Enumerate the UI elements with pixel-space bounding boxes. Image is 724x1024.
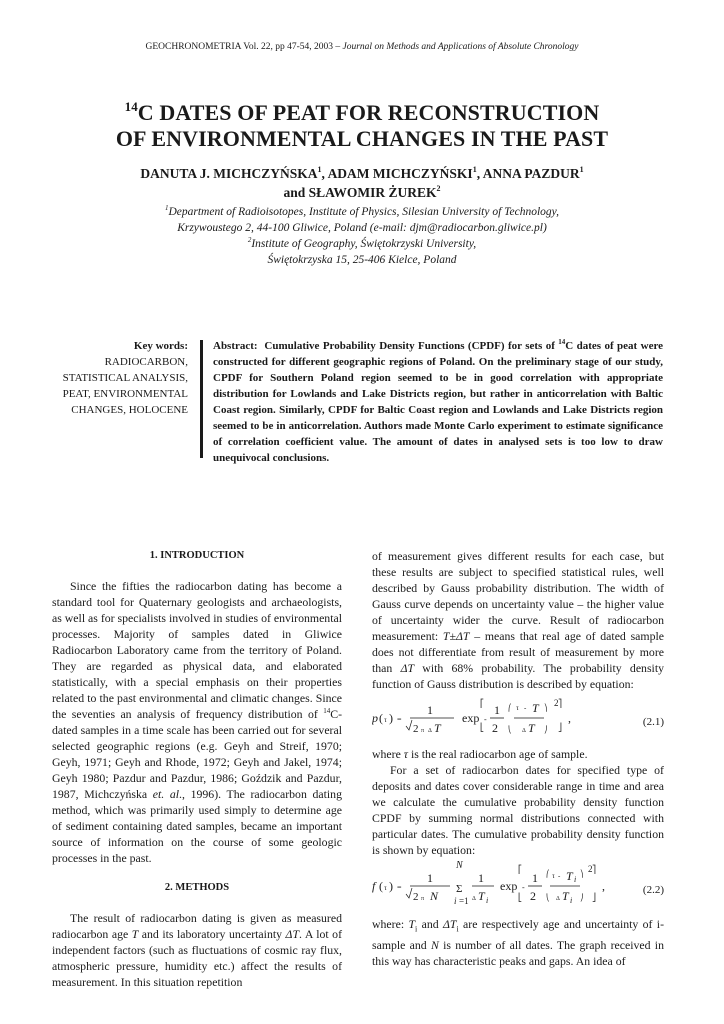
svg-text:⎦: ⎦ bbox=[592, 893, 596, 902]
affil-2-marker: 2 bbox=[247, 236, 252, 244]
equation-2-1 bbox=[372, 692, 664, 746]
methods-dT: ΔT bbox=[285, 927, 300, 941]
svg-text:⎠: ⎠ bbox=[544, 726, 548, 734]
abstract-text: C dates of peat were constructed for different geographic regions of Poland. On the preliminary stage of our study, CPDF for Southern Poland region seemed to be in good correlation with appropriate distribution for Lowlands and Lake Districts region, but rather in anticorrelation with Baltic Coast region. Similarly, CPDF for Baltic Coast region and Lowlands and Lake Districts region seemed to be in anticorrelation. Authors made Monte Carlo experiment to estimate significance of correlation coefficient value. The amount of dates in analysed sets is too low to draw unequivocal conclusions. bbox=[213, 340, 664, 464]
affiliations bbox=[60, 204, 664, 268]
svg-text:N: N bbox=[456, 860, 463, 871]
affiliation-1-line-2: Krzywoustego 2, 44-100 Gliwice, Poland (e-mail: djm@radiocarbon.gliwice.pl) bbox=[177, 222, 547, 234]
paper-title bbox=[60, 100, 664, 152]
svg-text:T: T bbox=[528, 721, 535, 735]
author-4-affil: 2 bbox=[436, 184, 441, 193]
tau-text-1: where bbox=[372, 747, 404, 761]
equation-2-1-graphic bbox=[372, 692, 612, 746]
journal-subtitle: Journal on Methods and Applications of Absolute Chronology bbox=[342, 42, 579, 52]
where-text-3: is number of all dates. The graph received in this way has characteristic peaks and gaps. An idea of bbox=[372, 938, 664, 969]
gauss-text-1: of measurement gives different results for each case, but these results are subject to specified statistical rules, well described by Gauss probability distribution. The width of Gauss curve depends on uncertainty value – the higher value of uncertainty wider the curve. Result of radiocarbon measurement: bbox=[372, 549, 664, 643]
gauss-measurement: T±ΔT bbox=[442, 629, 470, 643]
author-1-affil: 1 bbox=[317, 165, 322, 174]
methods-text-2: and its laboratory uncertainty bbox=[138, 927, 286, 941]
svg-text:2: 2 bbox=[492, 721, 498, 735]
svg-text:T: T bbox=[562, 889, 569, 903]
abstract-text-pre: Cumulative Probability Density Functions (CPDF) for sets of bbox=[264, 340, 559, 352]
svg-text:(: ( bbox=[379, 711, 383, 725]
where-text-1: where: bbox=[372, 917, 409, 931]
svg-text:1: 1 bbox=[427, 703, 433, 717]
svg-text:⎣: ⎣ bbox=[518, 893, 522, 902]
methods-text-3: . A lot of independent factors (such as fluctuations of cosmic ray flux, atmospheric pressure, humidity etc.) affect the results of measurement. In this situation repetition bbox=[52, 927, 342, 989]
intro-etal: et. al bbox=[152, 787, 180, 801]
equation-2-2-number: (2.2) bbox=[642, 884, 664, 896]
right-column bbox=[372, 548, 664, 969]
svg-text:⎠: ⎠ bbox=[580, 894, 584, 902]
svg-text:(: ( bbox=[379, 879, 383, 893]
svg-text:τ: τ bbox=[384, 716, 387, 724]
svg-text:=: = bbox=[397, 715, 402, 724]
affil-1-marker: 1 bbox=[164, 204, 169, 212]
gauss-text-3: with 68% probability. The probability density function of Gauss distribution is described by equation: bbox=[372, 661, 665, 691]
svg-text:f: f bbox=[372, 879, 376, 893]
svg-text:1: 1 bbox=[532, 871, 538, 885]
svg-text:): ) bbox=[389, 879, 393, 893]
cpdf-paragraph: For a set of radiocarbon dates for specified type of deposits and dates cover considerable range in time and area we calculate the cumulative probability density function CPDF by summing normal distributions connected with particular dates. The cumulative probability density function is shown by equation: bbox=[372, 763, 664, 857]
methods-T: T bbox=[131, 927, 139, 941]
svg-text:=1: =1 bbox=[459, 896, 469, 906]
svg-text:p: p bbox=[372, 711, 378, 725]
intro-superscript: 14 bbox=[323, 707, 331, 715]
svg-text:τ: τ bbox=[516, 704, 519, 712]
svg-text:⎞: ⎞ bbox=[544, 704, 548, 712]
svg-text:2: 2 bbox=[413, 891, 419, 903]
svg-text:Δ: Δ bbox=[472, 896, 476, 902]
where-dTi-sub: i bbox=[456, 924, 459, 934]
gauss-paragraph bbox=[372, 548, 664, 692]
svg-text:1: 1 bbox=[478, 871, 484, 885]
svg-text:i: i bbox=[574, 875, 577, 884]
svg-text:⎤: ⎤ bbox=[558, 699, 562, 708]
where-paragraph bbox=[372, 916, 664, 969]
where-dTi: ΔT bbox=[442, 917, 457, 931]
svg-text:2: 2 bbox=[530, 889, 536, 903]
svg-text:2: 2 bbox=[413, 723, 419, 735]
svg-text:⎝: ⎝ bbox=[508, 726, 512, 734]
svg-text:-: - bbox=[522, 883, 525, 892]
svg-text:⎣: ⎣ bbox=[480, 723, 484, 732]
keyword-line-3: PEAT, ENVIRONMENTAL bbox=[62, 388, 188, 400]
svg-text:⎛: ⎛ bbox=[508, 704, 512, 712]
author-3-affil: 1 bbox=[579, 165, 584, 174]
title-line-1: C DATES OF PEAT FOR RECONSTRUCTION bbox=[137, 100, 600, 125]
svg-text:⎡: ⎡ bbox=[480, 699, 484, 708]
svg-text:T: T bbox=[566, 869, 573, 883]
svg-text:): ) bbox=[389, 711, 393, 725]
tau-text-2: is the real radiocarbon age of sample. bbox=[408, 747, 588, 761]
svg-text:-: - bbox=[558, 872, 561, 880]
equation-2-2 bbox=[372, 858, 664, 916]
svg-text:⎝: ⎝ bbox=[546, 894, 550, 902]
svg-text:π: π bbox=[421, 728, 425, 734]
methods-paragraph bbox=[52, 910, 342, 990]
svg-text:Δ: Δ bbox=[522, 728, 526, 734]
author-1: DANUTA J. MICHCZYŃSKA bbox=[140, 166, 318, 181]
svg-text:1: 1 bbox=[494, 703, 500, 717]
svg-text:π: π bbox=[421, 896, 425, 902]
where-Ti-sub: i bbox=[415, 924, 418, 934]
svg-text:⎡: ⎡ bbox=[518, 865, 522, 874]
svg-text:exp: exp bbox=[500, 879, 518, 893]
methods-text-1: The result of radiocarbon dating is given as measured radiocarbon age bbox=[52, 911, 342, 941]
author-list: DANUTA J. MICHCZYŃSKA$^1$, ADAM MICHCZYŃSKI$^1$, ANNA PAZDUR$^1$ and SŁAWOMIR ŻUREK$^2$ bbox=[140, 165, 584, 200]
svg-text:-: - bbox=[524, 704, 527, 712]
svg-text:i: i bbox=[570, 896, 573, 905]
where-text-2: are respectively age and uncertainty of i-sample and bbox=[372, 917, 665, 953]
journal-volume: GEOCHRONOMETRIA Vol. 22, pp 47-54, 2003 – bbox=[145, 42, 343, 52]
abstract-label: Abstract: bbox=[213, 340, 258, 352]
equation-2-2-graphic bbox=[372, 858, 612, 916]
svg-text:Δ: Δ bbox=[428, 728, 432, 734]
where-and: and bbox=[417, 917, 443, 931]
svg-text:2: 2 bbox=[588, 864, 593, 874]
keywords-label: Key words bbox=[133, 340, 185, 352]
svg-text:Σ: Σ bbox=[456, 883, 463, 895]
section-heading-introduction: 1. INTRODUCTION bbox=[149, 550, 245, 561]
affiliation-1-line-1: Department of Radioisotopes, Institute of Physics, Silesian University of Technology, bbox=[168, 206, 560, 218]
svg-text:T: T bbox=[532, 701, 539, 715]
title-line-2: OF ENVIRONMENTAL CHANGES IN THE PAST bbox=[115, 126, 609, 151]
svg-text:⎛: ⎛ bbox=[546, 870, 550, 878]
abstract-superscript: 14 bbox=[558, 338, 566, 346]
equation-2-1-number: (2.1) bbox=[642, 716, 664, 728]
abstract bbox=[213, 338, 663, 466]
keywords: Key words: RADIOCARBON, STATISTICAL ANALYSIS, PEAT, ENVIRONMENTAL CHANGES, HOLOCENE bbox=[40, 338, 188, 418]
gauss-text-2: – means that real age of dated sample does not differentiate from result of measurement by more than bbox=[372, 629, 664, 675]
svg-text:τ: τ bbox=[384, 884, 387, 892]
where-Ti: T bbox=[408, 917, 416, 931]
intro-paragraph bbox=[52, 578, 342, 866]
svg-text:-: - bbox=[484, 715, 487, 724]
intro-text-2: C-dated samples in a time scale has been carried out for several selected geographic regions (e.g. Geyh and Streif, 1970; Geyh, 1971; Geyh and Rhode, 1972; Geyh and Jakel, 1974; Geyh 1980; Pazdur and Pazdur, 1986; Goździk and Pazdur, 1987, Michczyńska bbox=[52, 707, 342, 801]
svg-text:,: , bbox=[602, 879, 605, 893]
title-superscript: 14 bbox=[124, 99, 138, 114]
svg-text:τ: τ bbox=[552, 872, 555, 880]
left-column bbox=[52, 548, 342, 990]
gauss-dT: ΔT bbox=[400, 661, 415, 675]
svg-text:,: , bbox=[568, 711, 571, 725]
keyword-line-4: CHANGES, HOLOCENE bbox=[71, 404, 188, 416]
intro-text-3: ., 1996). The radiocarbon dating method, which was primarily used simply to determine age of sediment containing dated samples, became an important source of information on the course of some geologic processes in the past. bbox=[52, 787, 342, 865]
svg-text:1: 1 bbox=[427, 871, 433, 885]
tau-symbol: τ bbox=[403, 747, 409, 761]
abstract-rule bbox=[200, 340, 203, 458]
affiliation-2-line-2: Świętokrzyska 15, 25-406 Kielce, Poland bbox=[267, 254, 457, 266]
running-head bbox=[0, 42, 724, 52]
svg-text:=: = bbox=[397, 883, 402, 892]
svg-text:i: i bbox=[486, 896, 489, 905]
svg-text:N: N bbox=[430, 889, 439, 903]
svg-text:2: 2 bbox=[554, 698, 559, 708]
author-2: ADAM MICHCZYŃSKI bbox=[327, 166, 473, 181]
section-heading-methods: 2. METHODS bbox=[164, 882, 230, 893]
svg-text:⎦: ⎦ bbox=[558, 723, 562, 732]
intro-text-1: Since the fifties the radiocarbon dating has become a standard tool for Quaternary geologists and archaeologists, as well as for specialists involved in studies of environmental processes. Majority of samples dated in Gliwice Radiocarbon Laboratory came from the territory of Poland. They are regarded as physical data, and elaborated statistically, with a special emphasis on their properties related to the past environmental and climatic changes. Since the seventies an analysis of frequency distribution of bbox=[52, 579, 342, 721]
svg-text:⎞: ⎞ bbox=[580, 870, 584, 878]
author-2-affil: 1 bbox=[472, 165, 477, 174]
author-3: ANNA PAZDUR bbox=[482, 166, 580, 181]
where-N: N bbox=[430, 938, 439, 953]
keyword-line-2: STATISTICAL ANALYSIS, bbox=[62, 372, 188, 384]
keyword-line-1: RADIOCARBON, bbox=[104, 356, 188, 368]
svg-text:⎤: ⎤ bbox=[592, 865, 596, 874]
svg-text:T: T bbox=[434, 721, 441, 735]
tau-paragraph bbox=[372, 746, 664, 762]
svg-text:i: i bbox=[454, 896, 457, 906]
author-4: and SŁAWOMIR ŻUREK bbox=[283, 185, 437, 200]
svg-text:Δ: Δ bbox=[556, 896, 560, 902]
affiliation-2-line-1: Institute of Geography, Świętokrzyski University, bbox=[251, 238, 477, 250]
svg-text:T: T bbox=[478, 889, 485, 903]
svg-text:exp: exp bbox=[462, 711, 480, 725]
